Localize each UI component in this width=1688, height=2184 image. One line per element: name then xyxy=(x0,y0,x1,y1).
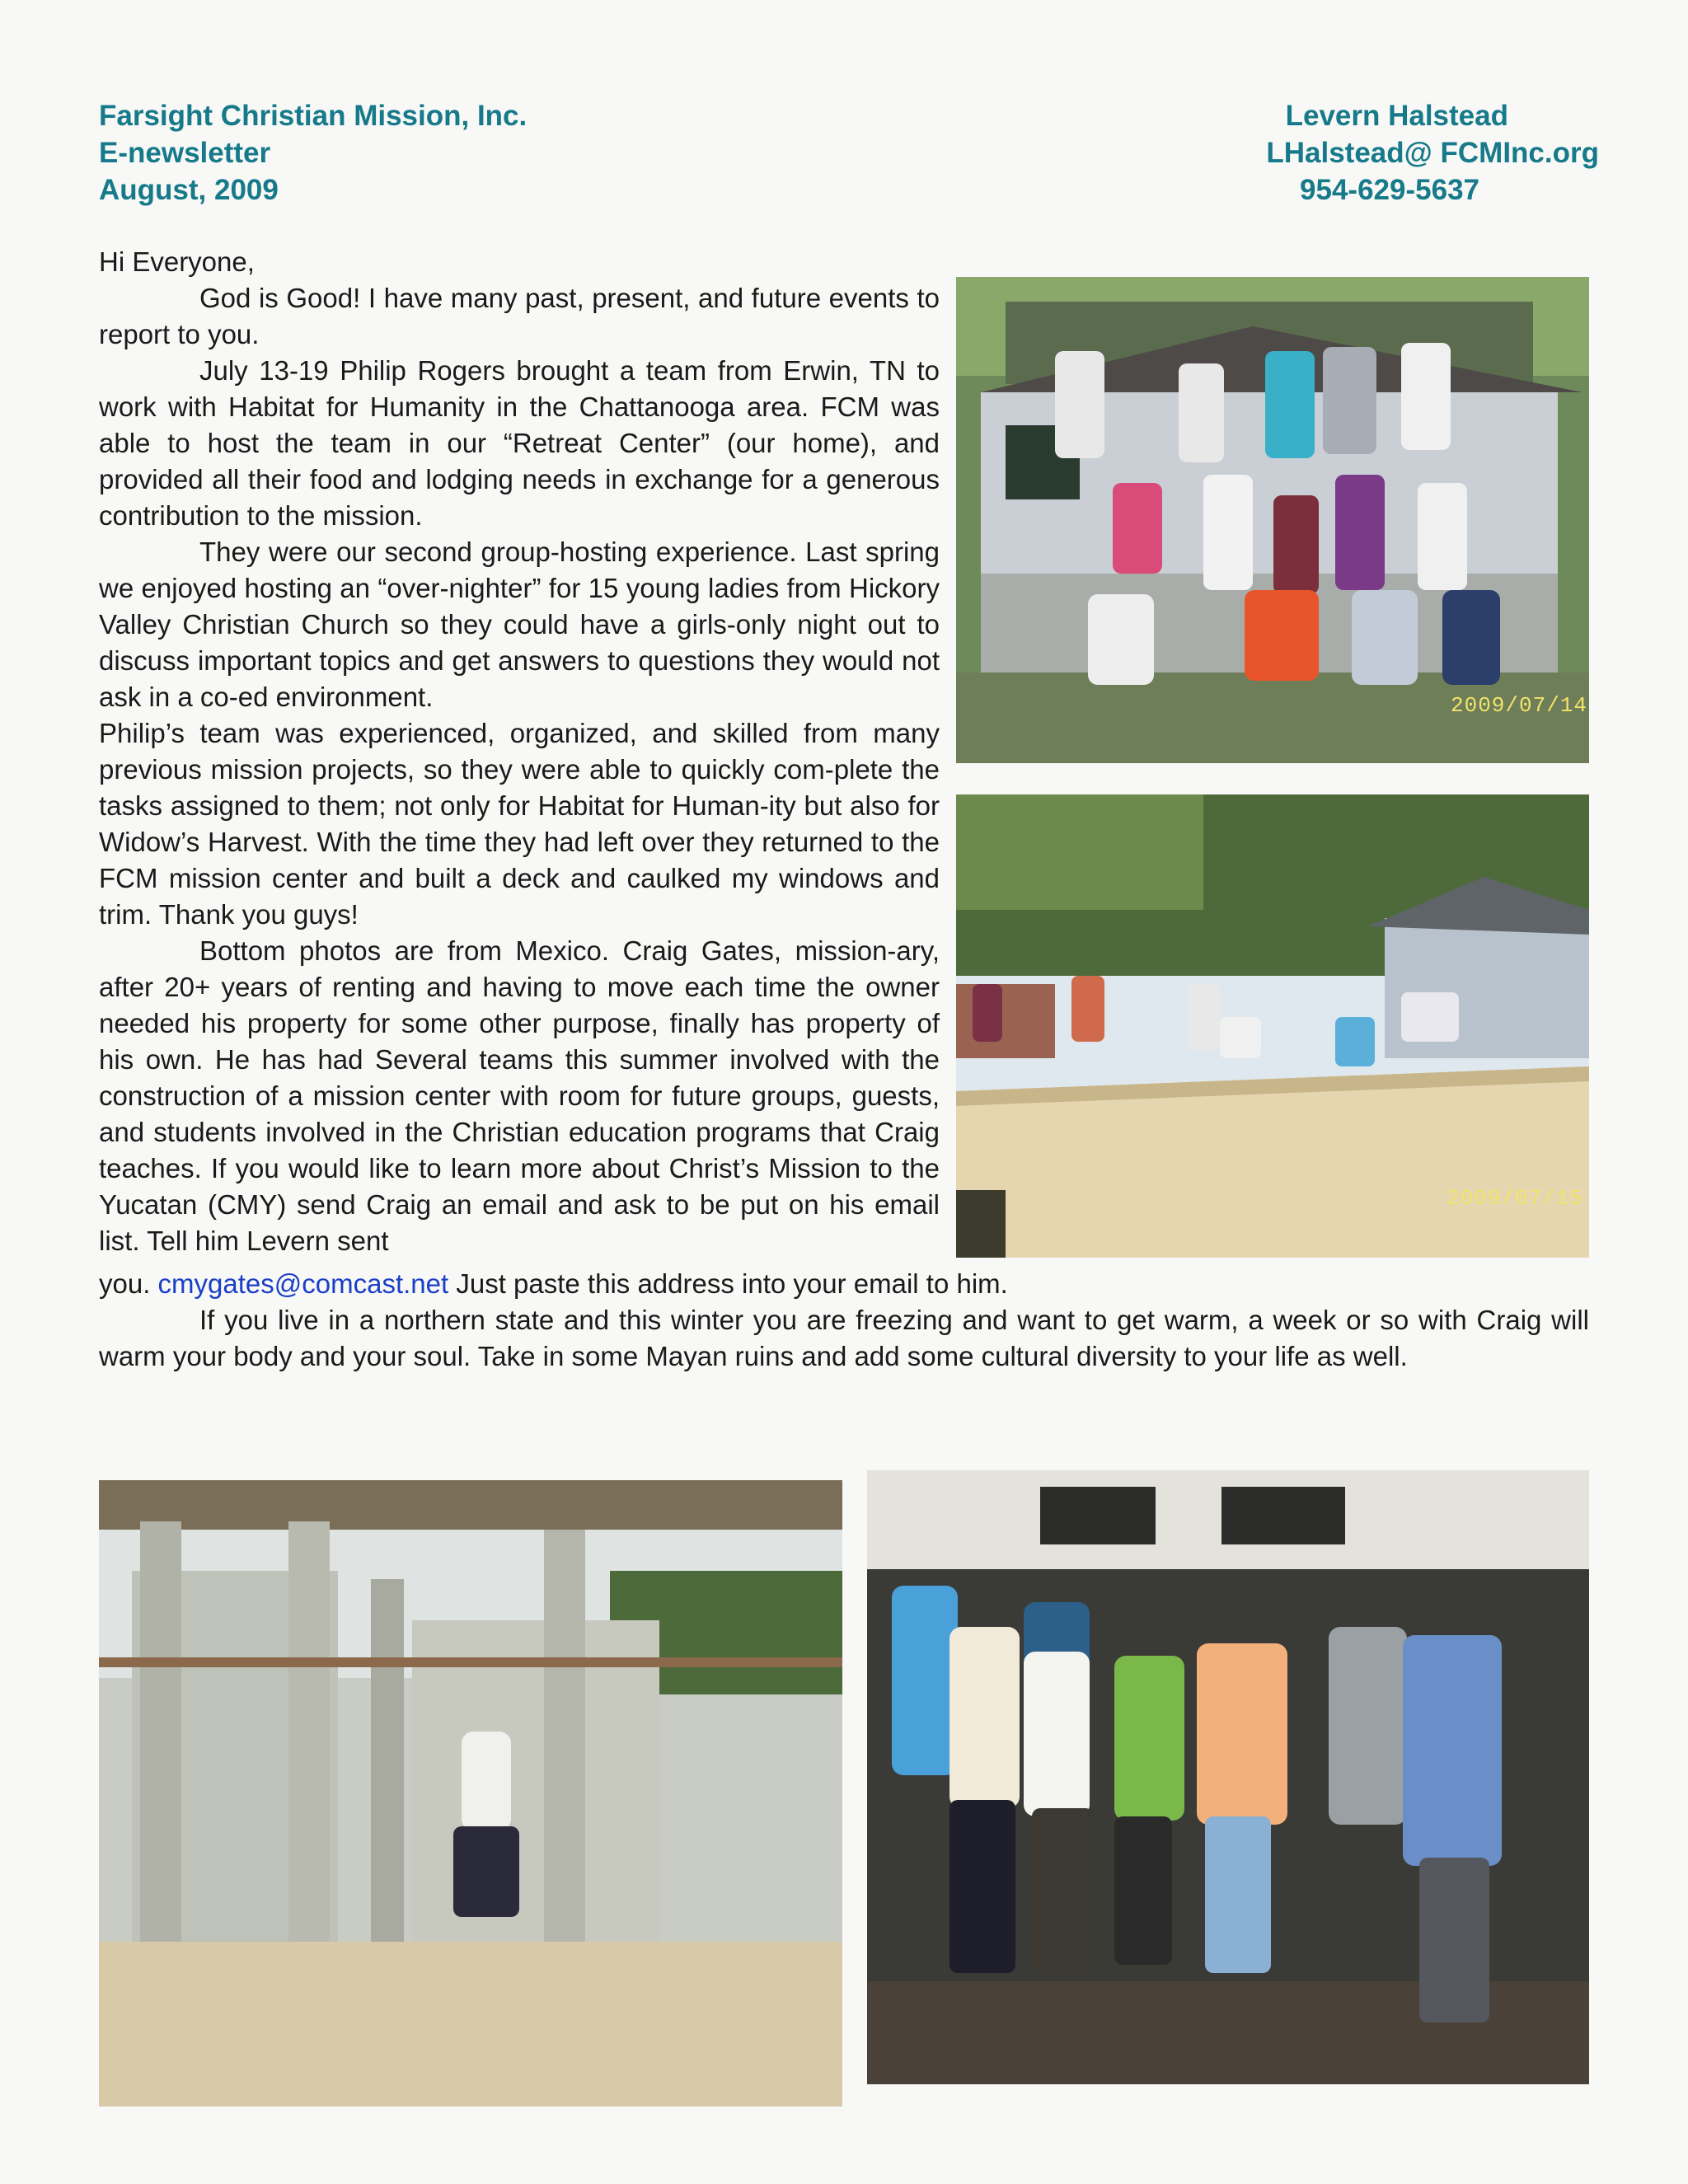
photo-date-stamp: 2009/07/14 xyxy=(1451,693,1588,718)
deck-construction-photo xyxy=(956,794,1589,1258)
contact-name: Levern Halstead xyxy=(1285,100,1508,132)
photo-date-stamp: 2009/07/15 xyxy=(1447,1186,1584,1211)
newsletter-header xyxy=(99,97,527,209)
paragraph-3: They were our second group-hosting experience. Last spring we enjoyed hosting an “over-nighter” for 15 young ladies from Hickory Valley Christian Church so they could have a girls-only night out to discuss important topics and get answers to questions they would not ask in a co-ed environment. xyxy=(99,537,940,712)
letter-body-continued xyxy=(99,1266,1589,1375)
paragraph-4: Philip’s team was experienced, organized, and skilled from many previous mission projects, so they were able to quickly com-plete the tasks assigned to them; not only for Habitat for Human-ity but also for Widow’s Harvest. With the time they had left over they returned to the FCM mission center and built a deck and caulked my windows and trim. Thank you guys! xyxy=(99,718,940,930)
paragraph-6: If you live in a northern state and this winter you are freezing and want to get warm, a week or so with Craig will warm your body and your soul. Take in some Mayan ruins and add some cultural diversity to your life as well. xyxy=(99,1305,1589,1371)
greeting: Hi Everyone, xyxy=(99,246,255,277)
paragraph-1: God is Good! I have many past, present, and future events to report to you. xyxy=(99,283,940,349)
paragraph-5: Bottom photos are from Mexico. Craig Gates, mission-ary, after 20+ years of renting and having to move each time the owner needed his property for some other purpose, finally has property of his own. He has had Several teams this summer involved with the construction of a mission center with room for future groups, guests, and students involved in the Christian education programs that Craig teaches. If you would like to learn more about Christ’s Mission to the Yucatan (CMY) send Craig an email and ask to be put on his email list. Tell him Levern sent xyxy=(99,935,940,1256)
mexico-construction-photo xyxy=(99,1480,842,2107)
letter-body xyxy=(99,244,940,1259)
publication-type: E-newsletter xyxy=(99,137,271,169)
issue-date: August, 2009 xyxy=(99,174,279,206)
team-group-photo xyxy=(956,277,1589,763)
paragraph-5-end: you. cmygates@comcast.net Just paste this address into your email to him. xyxy=(99,1268,1008,1299)
contact-email: LHalstead@ FCMInc.org xyxy=(1266,137,1599,169)
mexico-group-photo xyxy=(867,1470,1589,2084)
contact-block xyxy=(1228,97,1599,209)
contact-phone: 954-629-5637 xyxy=(1300,174,1479,206)
craig-email-link[interactable]: cmygates@comcast.net xyxy=(157,1268,449,1299)
organization-name: Farsight Christian Mission, Inc. xyxy=(99,100,528,132)
paragraph-2: July 13-19 Philip Rogers brought a team from Erwin, TN to work with Habitat for Humanity in the Chattanooga area. FCM was able to host the team in our “Retreat Center” (our home), and provided all their food and lodging needs in exchange for a generous contribution to the mission. xyxy=(99,355,940,531)
